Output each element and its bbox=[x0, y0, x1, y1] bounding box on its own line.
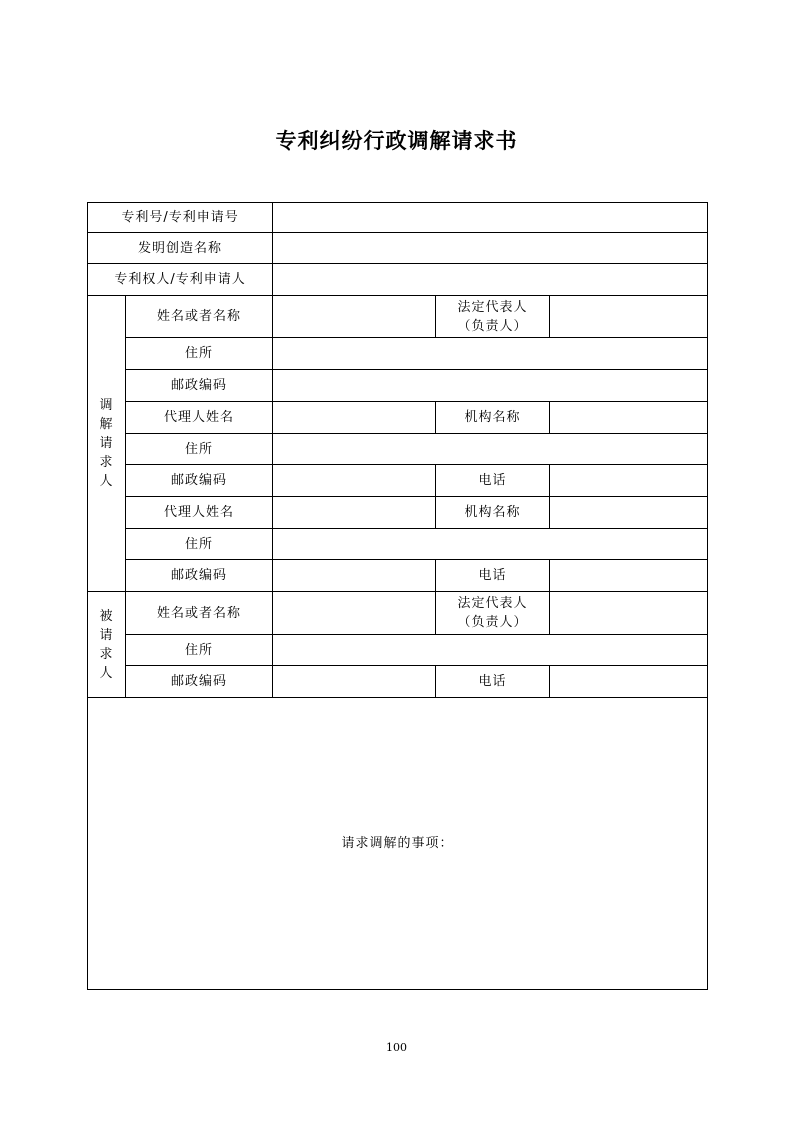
respondent-postcode-field[interactable] bbox=[273, 666, 436, 698]
agent1-address-label: 住所 bbox=[126, 434, 273, 465]
respondent-char: 被 bbox=[99, 608, 114, 624]
page-number: 100 bbox=[386, 1041, 407, 1054]
requester-section-label bbox=[88, 296, 126, 592]
legal-rep-line1: 法定代表人 bbox=[457, 299, 528, 315]
agent2-name-label: 代理人姓名 bbox=[126, 497, 273, 529]
patentee-label: 专利权人/专利申请人 bbox=[88, 264, 273, 296]
agent1-org-field[interactable] bbox=[550, 402, 708, 434]
mediation-matters-label: 请求调解的事项： bbox=[341, 836, 454, 851]
respondent-phone-field[interactable] bbox=[550, 666, 708, 698]
requester-legal-rep-label bbox=[436, 296, 550, 338]
agent2-org-field[interactable] bbox=[550, 497, 708, 529]
agent1-org-label: 机构名称 bbox=[436, 402, 550, 434]
respondent-name-label: 姓名或者名称 bbox=[126, 592, 273, 635]
agent2-address-label: 住所 bbox=[126, 529, 273, 560]
requester-char: 人 bbox=[99, 474, 114, 489]
agent2-postcode-field[interactable] bbox=[273, 560, 436, 592]
requester-legal-rep-field[interactable] bbox=[550, 296, 708, 338]
legal-rep-line2: （负责人） bbox=[457, 318, 528, 334]
respondent-char: 人 bbox=[99, 665, 114, 681]
patent-number-field[interactable] bbox=[273, 203, 708, 233]
respondent-name-field[interactable] bbox=[273, 592, 436, 635]
respondent-char: 请 bbox=[99, 627, 114, 643]
agent1-postcode-field[interactable] bbox=[273, 465, 436, 497]
requester-postcode-field[interactable] bbox=[273, 370, 708, 402]
requester-address-field[interactable] bbox=[273, 338, 708, 370]
agent1-address-field[interactable] bbox=[273, 434, 708, 465]
agent1-phone-field[interactable] bbox=[550, 465, 708, 497]
requester-char: 求 bbox=[99, 455, 114, 470]
mediation-request-form bbox=[87, 202, 708, 990]
agent2-phone-label: 电话 bbox=[436, 560, 550, 592]
agent1-postcode-label: 邮政编码 bbox=[126, 465, 273, 497]
legal-rep-line1: 法定代表人 bbox=[457, 596, 528, 611]
agent2-postcode-label: 邮政编码 bbox=[126, 560, 273, 592]
mediation-matters-field[interactable] bbox=[88, 698, 708, 990]
agent2-org-label: 机构名称 bbox=[436, 497, 550, 529]
legal-rep-line2: （负责人） bbox=[457, 615, 528, 630]
respondent-char: 求 bbox=[99, 646, 114, 662]
agent2-phone-field[interactable] bbox=[550, 560, 708, 592]
agent2-name-field[interactable] bbox=[273, 497, 436, 529]
requester-name-field[interactable] bbox=[273, 296, 436, 338]
agent2-address-field[interactable] bbox=[273, 529, 708, 560]
respondent-postcode-label: 邮政编码 bbox=[126, 666, 273, 698]
requester-char: 请 bbox=[99, 436, 114, 451]
respondent-phone-label: 电话 bbox=[436, 666, 550, 698]
requester-postcode-label: 邮政编码 bbox=[126, 370, 273, 402]
patent-number-label: 专利号/专利申请号 bbox=[88, 203, 273, 233]
requester-char: 调 bbox=[99, 398, 114, 413]
respondent-address-field[interactable] bbox=[273, 635, 708, 666]
invention-name-field[interactable] bbox=[273, 233, 708, 264]
respondent-address-label: 住所 bbox=[126, 635, 273, 666]
requester-name-label: 姓名或者名称 bbox=[126, 296, 273, 338]
document-title: 专利纠纷行政调解请求书 bbox=[275, 128, 518, 153]
requester-char: 解 bbox=[99, 417, 114, 432]
patentee-field[interactable] bbox=[273, 264, 708, 296]
agent1-name-label: 代理人姓名 bbox=[126, 402, 273, 434]
requester-address-label: 住所 bbox=[126, 338, 273, 370]
respondent-legal-rep-label bbox=[436, 592, 550, 635]
agent1-name-field[interactable] bbox=[273, 402, 436, 434]
agent1-phone-label: 电话 bbox=[436, 465, 550, 497]
respondent-section-label bbox=[88, 592, 126, 698]
respondent-legal-rep-field[interactable] bbox=[550, 592, 708, 635]
invention-name-label: 发明创造名称 bbox=[88, 233, 273, 264]
